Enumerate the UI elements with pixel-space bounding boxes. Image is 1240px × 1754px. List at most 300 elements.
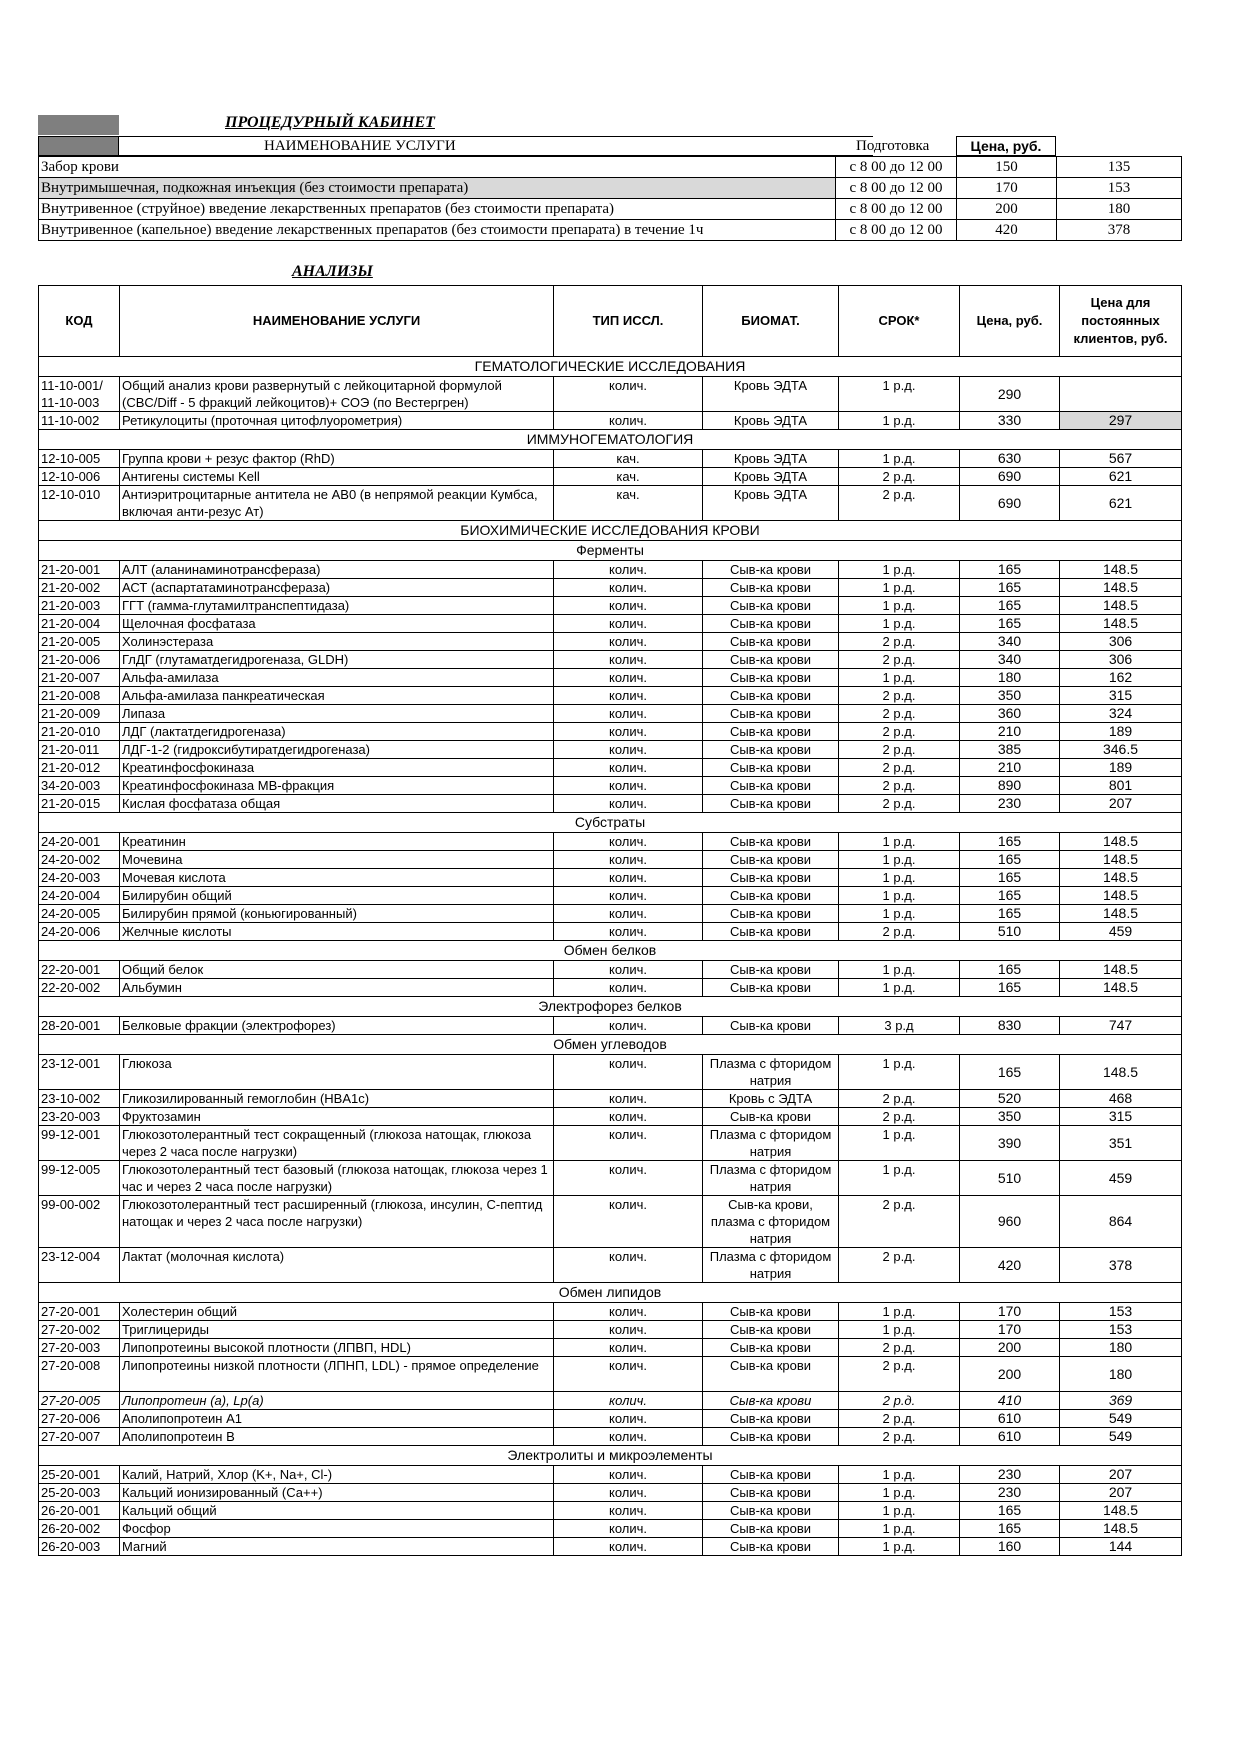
- cell-client-price: 148.5: [1060, 905, 1182, 923]
- table-row: [39, 1248, 1182, 1283]
- cell-code: 28-20-001: [39, 1017, 120, 1035]
- cell-term: 2 р.д.: [839, 1410, 960, 1428]
- table-row: [39, 1126, 1182, 1161]
- procedure-header-gray-cell: [38, 136, 119, 156]
- section-title: Электрофорез белков: [39, 997, 1182, 1017]
- cell-biomaterial: Сыв-ка крови: [703, 1484, 839, 1502]
- table-row: [39, 795, 1182, 813]
- cell-client-price: 148.5: [1060, 1055, 1182, 1090]
- table-row: [39, 1484, 1182, 1502]
- header-type: ТИП ИССЛ.: [554, 286, 703, 357]
- cell-term: 1 р.д.: [839, 1484, 960, 1502]
- table-row: [39, 468, 1182, 486]
- cell-term: 2 р.д.: [839, 468, 960, 486]
- cell-code: 24-20-004: [39, 887, 120, 905]
- cell-service-name: Фруктозамин: [120, 1108, 554, 1126]
- section-row: [39, 813, 1182, 833]
- cell-price: 165: [960, 579, 1060, 597]
- cell-service-name: Глюкозотолерантный тест базовый (глюкоза натощак, глюкоза через 1 час и через 2 часа после нагрузки): [120, 1161, 554, 1196]
- procedure-client-price: 180: [1057, 199, 1182, 220]
- cell-biomaterial: Плазма с фторидом натрия: [703, 1126, 839, 1161]
- cell-code: 26-20-003: [39, 1538, 120, 1556]
- cell-client-price: 801: [1060, 777, 1182, 795]
- cell-term: 2 р.д.: [839, 1339, 960, 1357]
- cell-biomaterial: Сыв-ка крови: [703, 979, 839, 997]
- cell-biomaterial: Плазма с фторидом натрия: [703, 1161, 839, 1196]
- cell-type: колич.: [554, 1484, 703, 1502]
- cell-service-name: Щелочная фосфатаза: [120, 615, 554, 633]
- cell-code: 23-20-003: [39, 1108, 120, 1126]
- cell-type: колич.: [554, 1108, 703, 1126]
- cell-client-price: 315: [1060, 687, 1182, 705]
- cell-biomaterial: Сыв-ка крови: [703, 633, 839, 651]
- cell-term: 1 р.д.: [839, 1502, 960, 1520]
- cell-biomaterial: Сыв-ка крови: [703, 1392, 839, 1410]
- cell-client-price: 148.5: [1060, 579, 1182, 597]
- table-row: [39, 615, 1182, 633]
- cell-service-name: Белковые фракции (электрофорез): [120, 1017, 554, 1035]
- procedure-prep: с 8 00 до 12 00: [836, 178, 957, 199]
- cell-service-name: Мочевая кислота: [120, 869, 554, 887]
- table-row: [39, 1339, 1182, 1357]
- cell-service-name: Глюкоза: [120, 1055, 554, 1090]
- table-row: [39, 1410, 1182, 1428]
- table-row: [39, 1196, 1182, 1248]
- cell-client-price: 148.5: [1060, 979, 1182, 997]
- cell-service-name: Креатинин: [120, 833, 554, 851]
- cell-service-name: Триглицериды: [120, 1321, 554, 1339]
- cell-biomaterial: Сыв-ка крови: [703, 1538, 839, 1556]
- table-row: [39, 723, 1182, 741]
- cell-biomaterial: Сыв-ка крови: [703, 851, 839, 869]
- cell-client-price: [1060, 377, 1182, 412]
- cell-code: 27-20-007: [39, 1428, 120, 1446]
- cell-price: 960: [960, 1196, 1060, 1248]
- cell-price: 180: [960, 669, 1060, 687]
- cell-code: 26-20-002: [39, 1520, 120, 1538]
- cell-code: 12-10-006: [39, 468, 120, 486]
- cell-biomaterial: Кровь ЭДТА: [703, 486, 839, 521]
- cell-type: колич.: [554, 869, 703, 887]
- table-row: [39, 905, 1182, 923]
- cell-term: 3 р.д: [839, 1017, 960, 1035]
- cell-price: 165: [960, 1502, 1060, 1520]
- cell-code: 12-10-005: [39, 450, 120, 468]
- cell-type: колич.: [554, 795, 703, 813]
- cell-client-price: 189: [1060, 759, 1182, 777]
- cell-price: 165: [960, 961, 1060, 979]
- cell-term: 1 р.д.: [839, 979, 960, 997]
- cell-service-name: Аполипопротеин В: [120, 1428, 554, 1446]
- cell-code: 27-20-006: [39, 1410, 120, 1428]
- section-row: [39, 1283, 1182, 1303]
- cell-price: 630: [960, 450, 1060, 468]
- cell-type: колич.: [554, 905, 703, 923]
- cell-code: 21-20-006: [39, 651, 120, 669]
- table-row: [39, 1428, 1182, 1446]
- cell-term: 1 р.д.: [839, 597, 960, 615]
- cell-term: 1 р.д.: [839, 851, 960, 869]
- header-client-price: Цена для постоянных клиентов, руб.: [1060, 286, 1182, 357]
- cell-price: 510: [960, 1161, 1060, 1196]
- cell-type: колич.: [554, 1357, 703, 1392]
- cell-type: колич.: [554, 1303, 703, 1321]
- cell-service-name: Лактат (молочная кислота): [120, 1248, 554, 1283]
- section-title: Обмен углеводов: [39, 1035, 1182, 1055]
- cell-client-price: 297: [1060, 412, 1182, 430]
- cell-client-price: 459: [1060, 923, 1182, 941]
- cell-code: 21-20-010: [39, 723, 120, 741]
- cell-client-price: 549: [1060, 1428, 1182, 1446]
- cell-service-name: Альфа-амилаза: [120, 669, 554, 687]
- cell-biomaterial: Сыв-ка крови: [703, 1520, 839, 1538]
- procedure-prep: с 8 00 до 12 00: [836, 199, 957, 220]
- cell-price: 230: [960, 795, 1060, 813]
- cell-price: 410: [960, 1392, 1060, 1410]
- cell-service-name: ГГТ (гамма-глутамилтранспептидаза): [120, 597, 554, 615]
- cell-code: 27-20-003: [39, 1339, 120, 1357]
- table-row: [39, 687, 1182, 705]
- cell-price: 610: [960, 1410, 1060, 1428]
- cell-client-price: 207: [1060, 795, 1182, 813]
- table-row: [39, 1357, 1182, 1392]
- cell-biomaterial: Кровь с ЭДТА: [703, 1090, 839, 1108]
- cell-client-price: 148.5: [1060, 561, 1182, 579]
- cell-code: 21-20-009: [39, 705, 120, 723]
- header-term: СРОК*: [839, 286, 960, 357]
- cell-type: колич.: [554, 1126, 703, 1161]
- cell-price: 170: [960, 1303, 1060, 1321]
- cell-client-price: 180: [1060, 1339, 1182, 1357]
- section-title: Обмен липидов: [39, 1283, 1182, 1303]
- procedure-prep: с 8 00 до 12 00: [836, 157, 957, 178]
- cell-code: 27-20-001: [39, 1303, 120, 1321]
- table-row: [39, 1466, 1182, 1484]
- cell-code: 34-20-003: [39, 777, 120, 795]
- cell-biomaterial: Сыв-ка крови: [703, 705, 839, 723]
- cell-type: колич.: [554, 1248, 703, 1283]
- cell-code: 21-20-011: [39, 741, 120, 759]
- cell-type: кач.: [554, 450, 703, 468]
- cell-service-name: Билирубин общий: [120, 887, 554, 905]
- cell-price: 290: [960, 377, 1060, 412]
- cell-service-name: Липопротеины низкой плотности (ЛПНП, LDL) - прямое определение: [120, 1357, 554, 1392]
- procedure-service-name: Забор крови: [39, 157, 836, 178]
- procedure-row: [39, 199, 1182, 220]
- cell-term: 2 р.д.: [839, 741, 960, 759]
- cell-biomaterial: Сыв-ка крови: [703, 597, 839, 615]
- cell-price: 165: [960, 597, 1060, 615]
- cell-type: колич.: [554, 961, 703, 979]
- table-row: [39, 759, 1182, 777]
- cell-price: 520: [960, 1090, 1060, 1108]
- cell-service-name: Аполипопротеин А1: [120, 1410, 554, 1428]
- cell-client-price: 207: [1060, 1466, 1182, 1484]
- cell-price: 160: [960, 1538, 1060, 1556]
- cell-client-price: 621: [1060, 468, 1182, 486]
- cell-price: 385: [960, 741, 1060, 759]
- cell-code: 26-20-001: [39, 1502, 120, 1520]
- cell-client-price: 324: [1060, 705, 1182, 723]
- cell-type: колич.: [554, 597, 703, 615]
- cell-type: колич.: [554, 1196, 703, 1248]
- cell-price: 340: [960, 651, 1060, 669]
- cell-service-name: АЛТ (аланинаминотрансфераза): [120, 561, 554, 579]
- cell-term: 2 р.д.: [839, 1357, 960, 1392]
- cell-client-price: 148.5: [1060, 869, 1182, 887]
- table-row: [39, 741, 1182, 759]
- cell-service-name: Глюкозотолерантный тест сокращенный (глюкоза натощак, глюкоза через 2 часа после нагрузки): [120, 1126, 554, 1161]
- cell-type: колич.: [554, 1017, 703, 1035]
- cell-biomaterial: Кровь ЭДТА: [703, 468, 839, 486]
- cell-client-price: 148.5: [1060, 887, 1182, 905]
- table-row: [39, 597, 1182, 615]
- table-row: [39, 777, 1182, 795]
- procedure-row: [39, 220, 1182, 241]
- cell-term: 1 р.д.: [839, 1321, 960, 1339]
- table-row: [39, 450, 1182, 468]
- cell-term: 1 р.д.: [839, 1055, 960, 1090]
- cell-price: 165: [960, 1520, 1060, 1538]
- cell-code: 12-10-010: [39, 486, 120, 521]
- cell-biomaterial: Сыв-ка крови: [703, 687, 839, 705]
- cell-code: 22-20-001: [39, 961, 120, 979]
- cell-type: колич.: [554, 1410, 703, 1428]
- table-row: [39, 705, 1182, 723]
- cell-code: 24-20-006: [39, 923, 120, 941]
- cell-type: кач.: [554, 468, 703, 486]
- cell-service-name: Калий, Натрий, Хлор (K+, Na+, Cl-): [120, 1466, 554, 1484]
- cell-price: 200: [960, 1357, 1060, 1392]
- cell-price: 360: [960, 705, 1060, 723]
- cell-client-price: 747: [1060, 1017, 1182, 1035]
- table-row: [39, 1055, 1182, 1090]
- cell-type: колич.: [554, 851, 703, 869]
- cell-term: 2 р.д.: [839, 1428, 960, 1446]
- header-name: НАИМЕНОВАНИЕ УСЛУГИ: [120, 286, 554, 357]
- section-row: [39, 997, 1182, 1017]
- cell-code: 25-20-001: [39, 1466, 120, 1484]
- cell-biomaterial: Сыв-ка крови: [703, 759, 839, 777]
- procedure-header-price: Цена, руб.: [956, 136, 1056, 156]
- cell-price: 690: [960, 486, 1060, 521]
- cell-service-name: Гликозилированный гемоглобин (HBA1c): [120, 1090, 554, 1108]
- cell-biomaterial: Сыв-ка крови: [703, 777, 839, 795]
- cell-service-name: Глюкозотолерантный тест расширенный (глюкоза, инсулин, С-пептид натощак и через 2 часа после нагрузки): [120, 1196, 554, 1248]
- cell-biomaterial: Кровь ЭДТА: [703, 412, 839, 430]
- cell-biomaterial: Сыв-ка крови: [703, 651, 839, 669]
- section-title: Электролиты и микроэлементы: [39, 1446, 1182, 1466]
- section-row: [39, 430, 1182, 450]
- table-row: [39, 869, 1182, 887]
- cell-client-price: 148.5: [1060, 833, 1182, 851]
- procedure-service-name: Внутримышечная, подкожная инъекция (без стоимости препарата): [39, 178, 836, 199]
- cell-price: 165: [960, 1055, 1060, 1090]
- cell-code: 11-10-001/ 11-10-003: [39, 377, 120, 412]
- procedure-service-name: Внутривенное (капельное) введение лекарственных препаратов (без стоимости препарата) в течение 1ч: [39, 220, 836, 241]
- cell-code: 23-12-001: [39, 1055, 120, 1090]
- cell-client-price: 549: [1060, 1410, 1182, 1428]
- cell-price: 340: [960, 633, 1060, 651]
- cell-price: 210: [960, 759, 1060, 777]
- cell-client-price: 306: [1060, 651, 1182, 669]
- section-title: Обмен белков: [39, 941, 1182, 961]
- cell-term: 1 р.д.: [839, 1520, 960, 1538]
- table-row: [39, 1538, 1182, 1556]
- procedure-client-price: 378: [1057, 220, 1182, 241]
- cell-type: колич.: [554, 759, 703, 777]
- cell-code: 24-20-005: [39, 905, 120, 923]
- cell-price: 230: [960, 1484, 1060, 1502]
- cell-biomaterial: Сыв-ка крови: [703, 1428, 839, 1446]
- table-row: [39, 1520, 1182, 1538]
- cell-client-price: 148.5: [1060, 597, 1182, 615]
- cell-price: 210: [960, 723, 1060, 741]
- cell-term: 1 р.д.: [839, 1466, 960, 1484]
- cell-type: колич.: [554, 833, 703, 851]
- analyses-table: [38, 285, 1182, 1556]
- cell-term: 1 р.д.: [839, 669, 960, 687]
- cell-biomaterial: Сыв-ка крови: [703, 833, 839, 851]
- cell-type: колич.: [554, 669, 703, 687]
- cell-type: колич.: [554, 615, 703, 633]
- cell-code: 99-12-001: [39, 1126, 120, 1161]
- procedure-price: 200: [957, 199, 1057, 220]
- analyses-header-row: [39, 286, 1182, 357]
- cell-code: 99-12-005: [39, 1161, 120, 1196]
- cell-term: 1 р.д.: [839, 1161, 960, 1196]
- cell-type: колич.: [554, 741, 703, 759]
- cell-code: 99-00-002: [39, 1196, 120, 1248]
- procedure-client-price: 135: [1057, 157, 1182, 178]
- cell-client-price: 153: [1060, 1303, 1182, 1321]
- cell-client-price: 153: [1060, 1321, 1182, 1339]
- cell-term: 1 р.д.: [839, 833, 960, 851]
- section-row: [39, 1446, 1182, 1466]
- cell-price: 200: [960, 1339, 1060, 1357]
- cell-type: колич.: [554, 887, 703, 905]
- cell-term: 1 р.д.: [839, 1126, 960, 1161]
- cell-service-name: ГлДГ (глутаматдегидрогеназа, GLDH): [120, 651, 554, 669]
- cell-type: колич.: [554, 1428, 703, 1446]
- cell-service-name: Липопротеин (a), Lp(a): [120, 1392, 554, 1410]
- table-row: [39, 561, 1182, 579]
- cell-service-name: Альфа-амилаза панкреатическая: [120, 687, 554, 705]
- cell-type: колич.: [554, 777, 703, 795]
- cell-code: 21-20-004: [39, 615, 120, 633]
- cell-service-name: Общий белок: [120, 961, 554, 979]
- table-row: [39, 1392, 1182, 1410]
- cell-term: 2 р.д.: [839, 1392, 960, 1410]
- table-row: [39, 412, 1182, 430]
- cell-price: 165: [960, 905, 1060, 923]
- section-row: [39, 941, 1182, 961]
- table-row: [39, 579, 1182, 597]
- cell-term: 1 р.д.: [839, 579, 960, 597]
- cell-service-name: Альбумин: [120, 979, 554, 997]
- cell-term: 1 р.д.: [839, 1538, 960, 1556]
- cell-code: 24-20-001: [39, 833, 120, 851]
- table-row: [39, 1017, 1182, 1035]
- cell-price: 890: [960, 777, 1060, 795]
- cell-term: 1 р.д.: [839, 961, 960, 979]
- cell-type: колич.: [554, 1339, 703, 1357]
- cell-client-price: 148.5: [1060, 851, 1182, 869]
- cell-biomaterial: Сыв-ка крови: [703, 1017, 839, 1035]
- cell-term: 2 р.д.: [839, 723, 960, 741]
- cell-biomaterial: Сыв-ка крови: [703, 887, 839, 905]
- section-title: ИММУНОГЕМАТОЛОГИЯ: [39, 430, 1182, 450]
- cell-price: 165: [960, 869, 1060, 887]
- cell-biomaterial: Сыв-ка крови: [703, 1502, 839, 1520]
- cell-type: колич.: [554, 1502, 703, 1520]
- cell-type: колич.: [554, 377, 703, 412]
- table-row: [39, 1161, 1182, 1196]
- cell-term: 1 р.д.: [839, 615, 960, 633]
- section-row: [39, 541, 1182, 561]
- procedure-header-name-cell: [119, 136, 873, 156]
- cell-code: 21-20-012: [39, 759, 120, 777]
- cell-service-name: Липаза: [120, 705, 554, 723]
- cell-type: колич.: [554, 1538, 703, 1556]
- cell-service-name: АСТ (аспартатаминотрансфераза): [120, 579, 554, 597]
- cell-biomaterial: Сыв-ка крови: [703, 1357, 839, 1392]
- cell-code: 21-20-015: [39, 795, 120, 813]
- table-row: [39, 833, 1182, 851]
- procedure-table: [38, 156, 1182, 241]
- cell-type: колич.: [554, 1520, 703, 1538]
- cell-type: колич.: [554, 1321, 703, 1339]
- procedure-prep: с 8 00 до 12 00: [836, 220, 957, 241]
- cell-client-price: 189: [1060, 723, 1182, 741]
- cell-client-price: 346.5: [1060, 741, 1182, 759]
- section-title: БИОХИМИЧЕСКИЕ ИССЛЕДОВАНИЯ КРОВИ: [39, 521, 1182, 541]
- cell-price: 350: [960, 1108, 1060, 1126]
- procedure-header-row: [38, 136, 1056, 156]
- cell-type: колич.: [554, 579, 703, 597]
- cell-term: 2 р.д.: [839, 1248, 960, 1283]
- cell-code: 23-10-002: [39, 1090, 120, 1108]
- table-row: [39, 669, 1182, 687]
- cell-term: 2 р.д.: [839, 486, 960, 521]
- procedure-price: 420: [957, 220, 1057, 241]
- cell-type: колич.: [554, 1090, 703, 1108]
- cell-client-price: 180: [1060, 1357, 1182, 1392]
- cell-service-name: Антиэритроцитарные антитела не AB0 (в непрямой реакции Кумбса, включая анти-резус Ат): [120, 486, 554, 521]
- cell-client-price: 459: [1060, 1161, 1182, 1196]
- cell-biomaterial: Сыв-ка крови: [703, 905, 839, 923]
- cell-code: 22-20-002: [39, 979, 120, 997]
- cell-code: 23-12-004: [39, 1248, 120, 1283]
- procedure-header-name: НАИМЕНОВАНИЕ УСЛУГИ: [264, 138, 456, 154]
- table-row: [39, 1502, 1182, 1520]
- cell-term: 1 р.д.: [839, 1303, 960, 1321]
- cell-client-price: 162: [1060, 669, 1182, 687]
- cell-term: 2 р.д.: [839, 1090, 960, 1108]
- cell-service-name: Билирубин прямой (коньюгированный): [120, 905, 554, 923]
- cell-term: 2 р.д.: [839, 777, 960, 795]
- cell-service-name: Кальций ионизированный (Са++): [120, 1484, 554, 1502]
- table-row: [39, 651, 1182, 669]
- table-row: [39, 961, 1182, 979]
- table-row: [39, 851, 1182, 869]
- cell-biomaterial: Сыв-ка крови, плазма с фторидом натрия: [703, 1196, 839, 1248]
- cell-price: 690: [960, 468, 1060, 486]
- cell-type: колич.: [554, 1055, 703, 1090]
- cell-client-price: 864: [1060, 1196, 1182, 1248]
- cell-type: колич.: [554, 561, 703, 579]
- cell-term: 2 р.д.: [839, 1108, 960, 1126]
